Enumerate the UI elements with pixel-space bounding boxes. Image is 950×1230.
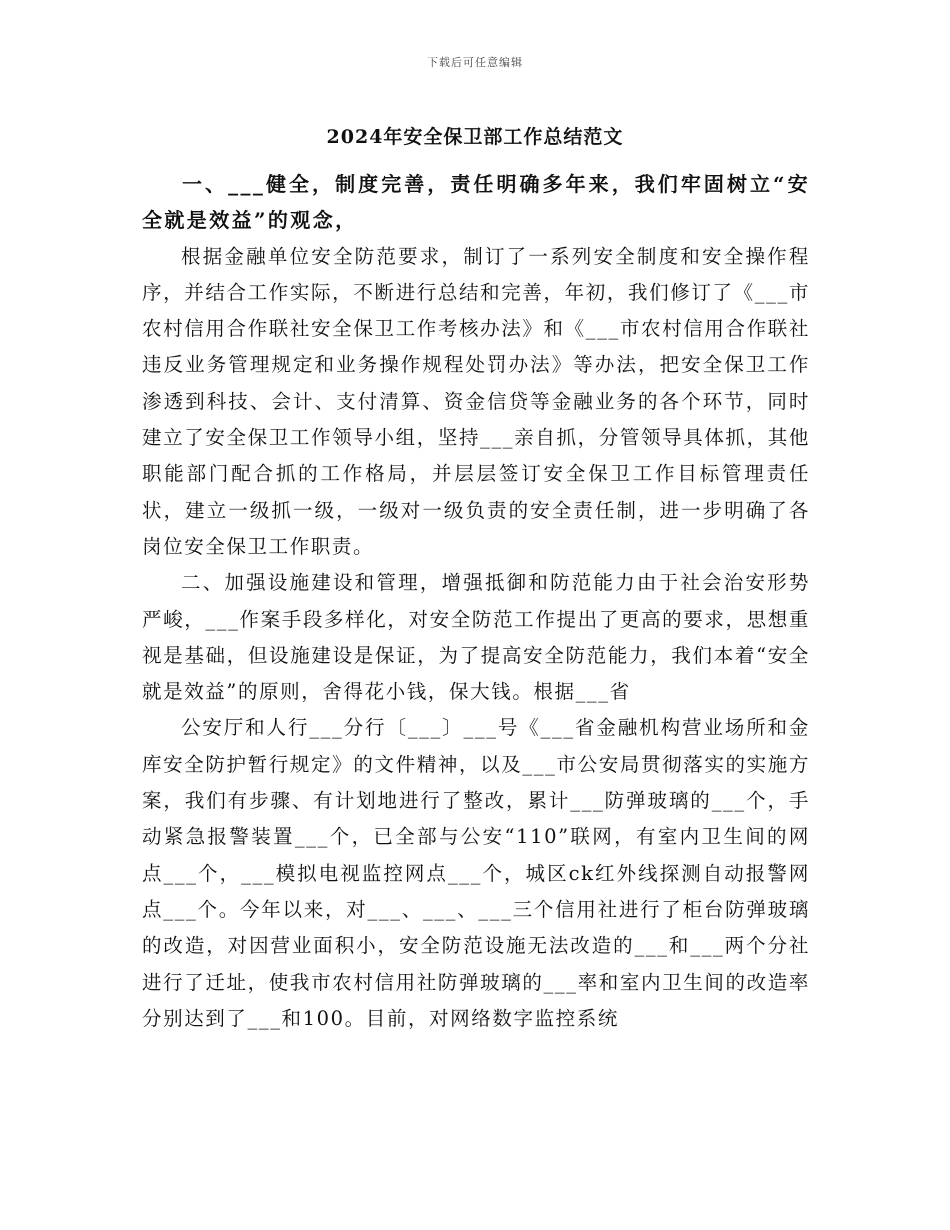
document-title: 2024年安全保卫部工作总结范文 [326,126,624,148]
body-paragraph: 公安厅和人行___分行〔___〕___号《___省金融机构营业场所和金库安全防护暂行规定》的文件精神，以及___市公安局贯彻落实的实施方案，我们有步骤、有计划地进行了整改，累计___防弹玻璃的___个，手动紧急报警装置___个，已全部与公安“110”联网，有室内卫生间的网点___个，___模拟电视监控网点___个，城区ck红外线探测自动报警网点___个。今年以来，对___、___、___三个信用社进行了柜台防弹玻璃的改造，对因营业面积小，安全防范设施无法改造的___和___两个分社进行了迁址，使我市农村信用社防弹玻璃的___率和室内卫生间的改造率分别达到了___和100。目前，对网络数字监控系统 [142,716,810,1030]
body-paragraph: 根据金融单位安全防范要求，制订了一系列安全制度和安全操作程序，并结合工作实际，不断进行总结和完善，年初，我们修订了《___市农村信用合作联社安全保卫工作考核办法》和《___市农村信用合作联社违反业务管理规定和业务操作规程处罚办法》等办法，把安全保卫工作渗透到科技、会计、支付清算、资金信贷等金融业务的各个环节，同时建立了安全保卫工作领导小组，坚持___亲自抓，分管领导具体抓，其他职能部门配合抓的工作格局，并层层签订安全保卫工作目标管理责任状，建立一级抓一级，一级对一级负责的安全责任制，进一步明确了各岗位安全保卫工作职责。 [142,244,810,558]
header-note: 下载后可任意编辑 [427,56,523,69]
document-body [142,166,810,1037]
section-heading-paragraph: 一、___健全，制度完善，责任明确多年来，我们牢固树立“安全就是效益”的观念， [142,172,810,233]
body-paragraph: 二、加强设施建设和管理，增强抵御和防范能力由于社会治安形势严峻，___作案手段多样化，对安全防范工作提出了更高的要求，思想重视是基础，但设施建设是保证，为了提高安全防范能力，我们本着“安全就是效益”的原则，舍得花小钱，保大钱。根据___省 [142,571,810,704]
